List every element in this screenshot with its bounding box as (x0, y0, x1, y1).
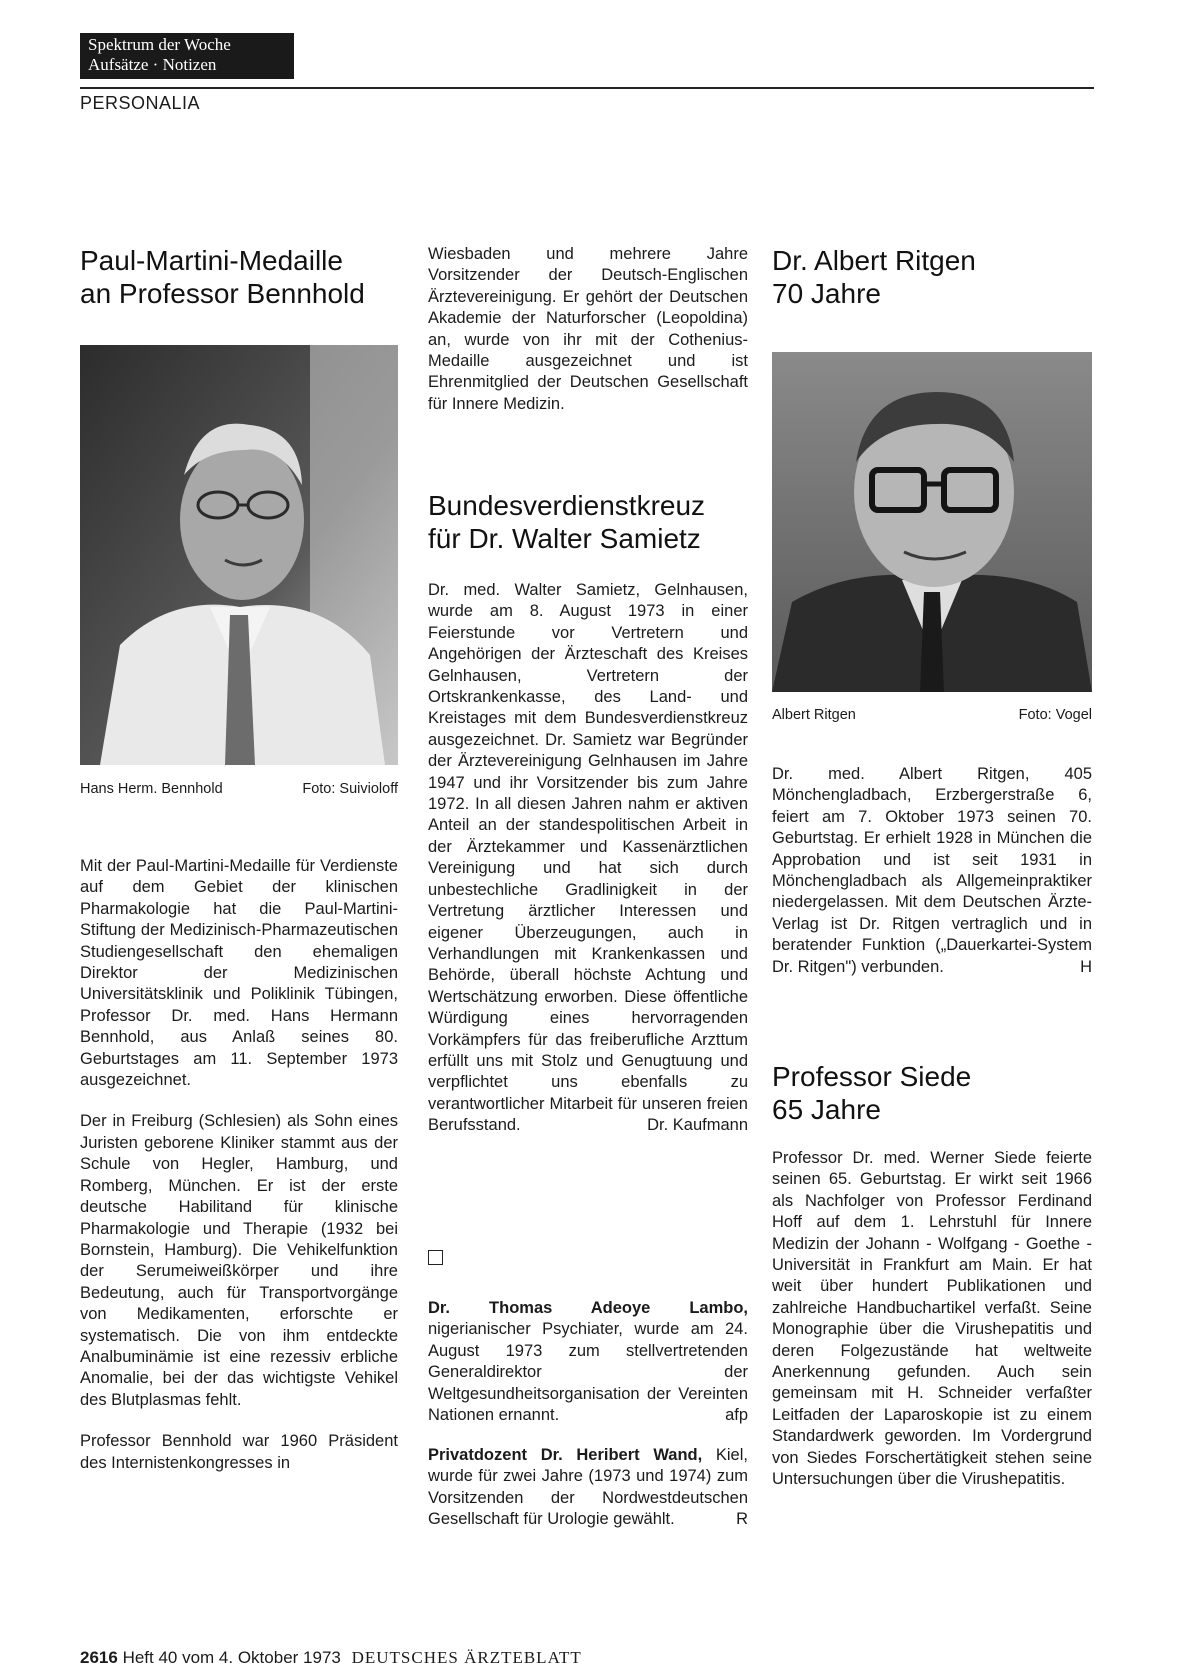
siede-article-body (772, 1148, 1092, 1491)
ritgen-photo-credit: Foto: Vogel (1018, 707, 1092, 723)
wand-signature: R (736, 1510, 748, 1529)
siede-text: Professor Dr. med. Werner Siede feierte seinen 65. Geburtstag. Er wirkt seit 1966 als Nachfolger von Professor Ferdinand Hoff auf dem 1. Lehrstuhl für Innere Medizin der Johann - Wolfgang - Goethe - Universität in Frankfurt am Main. Er hat weit über hundert Publikationen und zahlreiche Handbuchartikel verfaßt. Seine Monographie über die Virushepatitis und deren Folgezustände hat weltweite Anerkennung gefunden. Auch sein gemeinsam mit H. Schneider verfaßter Leitfaden der Laparoskopie ist zu einem Standardwerk geworden. Im Vordergrund von Siedes Forschertätigkeit stehen seine Untersuchungen über die Virushepatitis. (772, 1149, 1092, 1489)
bennhold-headline-line1: Paul-Martini-Medaille (80, 245, 343, 276)
bennhold-continuation (428, 244, 748, 435)
bennhold-paragraph-1: Mit der Paul-Martini-Medaille für Verdienste auf dem Gebiet der klinischen Pharmakologie hat die Paul-Martini-Stiftung der Medizinisch-Pharmazeutischen Studiengesellschaft den ehemaligen Direktor der Medizinischen Universitätsklinik und Poliklinik Tübingen, Professor Dr. med. Hans Hermann Bennhold, aus Anlaß seines 80. Geburtstages am 11. September 1973 ausgezeichnet. (80, 857, 398, 1090)
wand-name: Privatdozent Dr. Heribert Wand, (428, 1446, 703, 1464)
bennhold-photo-credit: Foto: Suivioloff (302, 781, 398, 797)
bennhold-photo (80, 345, 398, 765)
bennhold-headline (80, 244, 400, 310)
ritgen-signature: H (1080, 957, 1092, 976)
lambo-text: nigerianischer Psychiater, wurde am 24. August 1973 zum stellvertretenden Generaldirektor der Weltgesundheitsorganisation der Vereinten Nationen ernannt. (428, 1320, 748, 1425)
section-kicker: PERSONALIA (80, 93, 201, 113)
section-label-line1: Spektrum der Woche (88, 35, 231, 54)
page-footer (80, 1648, 582, 1668)
bennhold-headline-line2: an Professor Bennhold (80, 278, 365, 309)
header-rule (80, 87, 1094, 89)
publication-name: DEUTSCHES ÄRZTEBLATT (351, 1648, 582, 1667)
ritgen-headline (772, 244, 1092, 310)
ritgen-caption-name: Albert Ritgen (772, 707, 856, 723)
ritgen-article-body (772, 764, 1092, 978)
issue-info: Heft 40 vom 4. Oktober 1973 (122, 1648, 341, 1667)
wand-text: Kiel, wurde für zwei Jahre (1973 und 1974) zum Vorsitzenden der Nordwestdeutschen Gesellschaft für Urologie gewählt. (428, 1446, 748, 1529)
section-badge (80, 33, 294, 79)
samietz-article-body (428, 580, 748, 1137)
section-label-line2: Aufsätze · Notizen (88, 55, 217, 74)
siede-headline-line1: Professor Siede (772, 1061, 972, 1092)
siede-headline (772, 1060, 1092, 1126)
bennhold-caption (80, 780, 398, 798)
bennhold-article-body (80, 856, 398, 1494)
ritgen-text: Dr. med. Albert Ritgen, 405 Mönchengladbach, Erzbergerstraße 6, feiert am 7. Oktober 1973 seinen 70. Geburtstag. Er erhielt 1928 in München die Approbation und ist seit 1931 in Mönchengladbach als Allgemeinpraktiker niedergelassen. Mit dem Deutschen Ärzte-Verlag ist Dr. Ritgen vertraglich und in beratender Funktion („Dauerkartei-System Dr. Ritgen") verbunden. (772, 765, 1092, 976)
samietz-signature: Dr. Kaufmann (647, 1116, 748, 1135)
bennhold-paragraph-3: Professor Bennhold war 1960 Präsident des Internistenkongresses in (80, 1432, 398, 1472)
samietz-headline-line2: für Dr. Walter Samietz (428, 523, 701, 554)
portrait-bennhold-image (80, 345, 398, 765)
ritgen-photo (772, 352, 1092, 692)
page-number: 2616 (80, 1648, 118, 1667)
wand-notice (428, 1445, 748, 1531)
ritgen-headline-line2: 70 Jahre (772, 278, 881, 309)
portrait-ritgen-image (772, 352, 1092, 692)
bennhold-caption-name: Hans Herm. Bennhold (80, 781, 223, 797)
ritgen-headline-line1: Dr. Albert Ritgen (772, 245, 976, 276)
lambo-signature: afp (725, 1406, 748, 1425)
samietz-headline-line1: Bundesverdienstkreuz (428, 490, 706, 521)
lambo-name: Dr. Thomas Adeoye Lambo, (428, 1299, 748, 1317)
lambo-notice (428, 1298, 748, 1426)
ritgen-caption (772, 706, 1092, 724)
bennhold-continuation-text: Wiesbaden und mehrere Jahre Vorsitzender der Deutsch-Englischen Ärztevereinigung. Er gehört der Deutschen Akademie der Naturforscher (Leopoldina) an, wurde von ihr mit der Cothenius-Medaille ausgezeichnet und ist Ehrenmitglied der Deutschen Gesellschaft für Innere Medizin. (428, 245, 748, 413)
siede-headline-line2: 65 Jahre (772, 1094, 881, 1125)
samietz-headline (428, 489, 758, 555)
bennhold-paragraph-2: Der in Freiburg (Schlesien) als Sohn eines Juristen geborene Kliniker stammt aus der Schule von Hegler, Hamburg, und Romberg, München. Er ist der erste deutsche Habilitand für klinische Pharmakologie und Therapie (1932 bei Bornstein, Hamburg). Die Vehikelfunktion der Serumeiweißkörper und ihre Bedeutung, auch für Transportvorgänge von Medikamenten, erforschte er systematisch. Die von ihm entdeckte Analbuminämie ist eine rezessiv erbliche Anomalie, bei der das wichtigste Vehikel des Blutplasmas fehlt. (80, 1112, 398, 1409)
separator-box (428, 1250, 443, 1265)
samietz-text: Dr. med. Walter Samietz, Gelnhausen, wurde am 8. August 1973 in einer Feierstunde vor Vertretern und Angehörigen der Ärzteschaft des Kreises Gelnhausen, Vertretern der Ortskrankenkasse, des Land- und Kreistages mit dem Bundesverdienstkreuz ausgezeichnet. Dr. Samietz war Begründer der Ärztevereinigung Gelnhausen im Jahre 1947 und ihr Vorsitzender bis zum Jahre 1972. In all diesen Jahren nahm er aktiven Anteil an der standespolitischen Arbeit in der Ärztekammer und Kassenärztlichen Vereinigung und hat sich durch unbestechliche Gradlinigkeit in der Vertretung ärztlicher Interessen und eigener Überzeugungen, auch in Verhandlungen mit Krankenkassen und Behörde, überall höchste Achtung und Wertschätzung erworben. Diese öffentliche Würdigung eines hervorragenden Vorkämpfers für das freiberufliche Arzttum erfüllt uns mit Stolz und Genugtuung und verpflichtet uns ebenfalls zu verantwortlicher Mitarbeit für unseren freien Berufsstand. (428, 581, 748, 1135)
